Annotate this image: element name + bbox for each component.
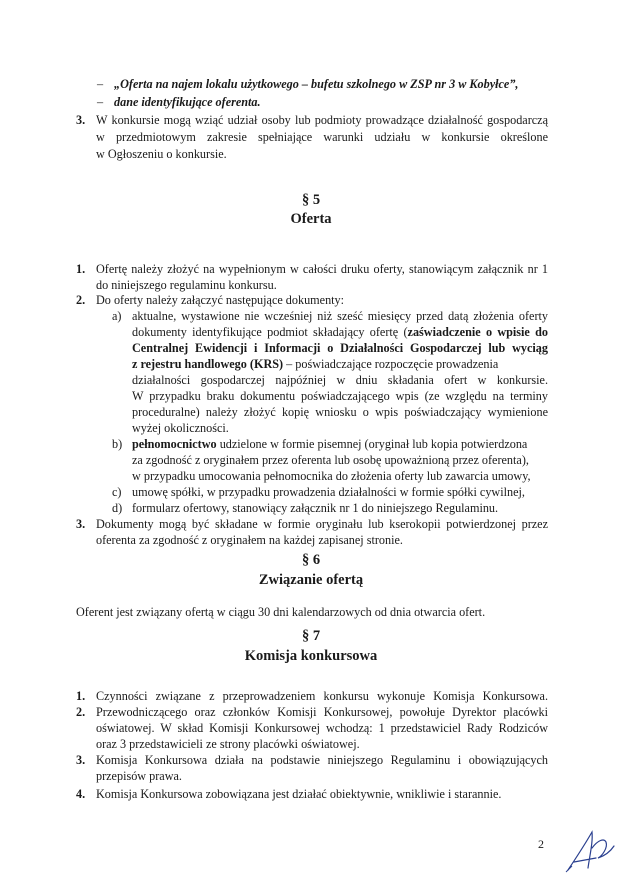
paragraph-number: 4. [76, 787, 86, 801]
paragraph-number: 1. [76, 262, 86, 276]
paragraph-number: 3. [76, 517, 86, 531]
paragraph-line: oraz 3 przedstawicieli ze strony placówki oświatowej. [96, 737, 360, 751]
section-title: Komisja konkursowa [244, 648, 378, 664]
section-title: Związanie ofertą [258, 572, 364, 588]
paragraph-line: działalności gospodarczej najpóźniej w dniu składania ofert w konkursie. [132, 373, 548, 387]
signature-icon [562, 818, 618, 876]
sublist-label: c) [112, 485, 122, 499]
list-dash: – [97, 77, 104, 91]
paragraph-line: Komisja Konkursowa działa na podstawie niniejszego Regulaminu i obowiązujących [96, 753, 548, 767]
paragraph-line: w przedmiotowym zakresie spełniające warunki udziału w konkursie określone [96, 130, 548, 144]
paragraph-number: 2. [76, 293, 86, 307]
paragraph-number: 2. [76, 705, 86, 719]
paragraph-line: Ofertę należy złożyć na wypełnionym w całości druku oferty, stanowiącym załącznik nr 1 [96, 262, 548, 276]
paragraph-line: proceduralne) należy złożyć kopię wniosku o wpis poświadczający wymienione [132, 405, 548, 419]
sublist-label: d) [112, 501, 123, 515]
paragraph-line: W konkursie mogą wziąć udział osoby lub podmioty prowadzące działalność gospodarczą [96, 113, 548, 127]
paragraph-line: Centralnej Ewidencji i Informacji o Działalności Gospodarczej lub wyciąg [132, 341, 548, 355]
paragraph-line: Komisja Konkursowa zobowiązana jest działać obiektywnie, wnikliwie i starannie. [96, 787, 502, 801]
paragraph-line: aktualne, wystawione nie wcześniej niż sześć miesięcy przed datą złożenia oferty [132, 309, 548, 323]
paragraph-line: Czynności związane z przeprowadzeniem konkursu wykonuje Komisja Konkursowa. [96, 689, 548, 703]
list-dash: – [97, 95, 104, 109]
sublist-label: b) [112, 437, 123, 451]
section-number: § 6 [301, 552, 321, 568]
sublist-label: a) [112, 309, 122, 323]
page-number: 2 [538, 837, 544, 851]
section-number: § 5 [301, 192, 321, 208]
paragraph-line: dokumenty identyfikujące podmiot składający ofertę (zaświadczenie o wpisie do [132, 325, 548, 339]
paragraph-line: z rejestru handlowego (KRS) – poświadczające rozpoczęcie prowadzenia [132, 357, 499, 371]
paragraph-line: w Ogłoszeniu o konkursie. [96, 147, 227, 161]
paragraph-line: umowę spółki, w przypadku prowadzenia działalności w formie spółki cywilnej, [132, 485, 525, 499]
list-item-offer-title: „Oferta na najem lokalu użytkowego – bufetu szkolnego w ZSP nr 3 w Kobyłce”, [114, 77, 519, 91]
list-item-offeror-data: dane identyfikujące oferenta. [114, 95, 261, 109]
paragraph-line: Oferent jest związany ofertą w ciągu 30 dni kalendarzowych od dnia otwarcia ofert. [76, 605, 486, 619]
paragraph-line: do niniejszego regulaminu konkursu. [96, 278, 277, 292]
paragraph-line: wyżej okoliczności. [132, 421, 229, 435]
paragraph-number: 1. [76, 689, 86, 703]
paragraph-line: w przypadku umocowania pełnomocnika do złożenia oferty lub zawarcia umowy, [132, 469, 531, 483]
paragraph-line: za zgodność z oryginałem przez oferenta lub osobę upoważnioną przez oferenta), [132, 453, 529, 467]
paragraph-line: przepisów prawa. [96, 769, 182, 783]
paragraph-line: Dokumenty mogą być składane w formie oryginału lub kserokopii potwierdzonej przez [96, 517, 548, 531]
section-number: § 7 [301, 628, 321, 644]
paragraph-line: formularz ofertowy, stanowiący załącznik nr 1 do niniejszego Regulaminu. [132, 501, 499, 515]
paragraph-number: 3. [76, 753, 86, 767]
paragraph-line: oświatowej. W skład Komisji Konkursowej wchodzą: 1 przedstawiciel Rady Rodziców [96, 721, 548, 735]
paragraph-line: Do oferty należy załączyć następujące dokumenty: [96, 293, 345, 307]
paragraph-line: Przewodniczącego oraz członków Komisji Konkursowej, powołuje Dyrektor placówki [96, 705, 548, 719]
paragraph-line: W przypadku braku dokumentu poświadczającego wpis (ze względu na terminy [132, 389, 548, 403]
paragraph-line: pełnomocnictwo udzielone w formie pisemnej (oryginał lub kopia potwierdzona [132, 437, 528, 451]
paragraph-number: 3. [76, 113, 86, 127]
section-title: Oferta [290, 211, 332, 227]
paragraph-line: oferenta za zgodność z oryginałem na każdej zapisanej stronie. [96, 533, 403, 547]
